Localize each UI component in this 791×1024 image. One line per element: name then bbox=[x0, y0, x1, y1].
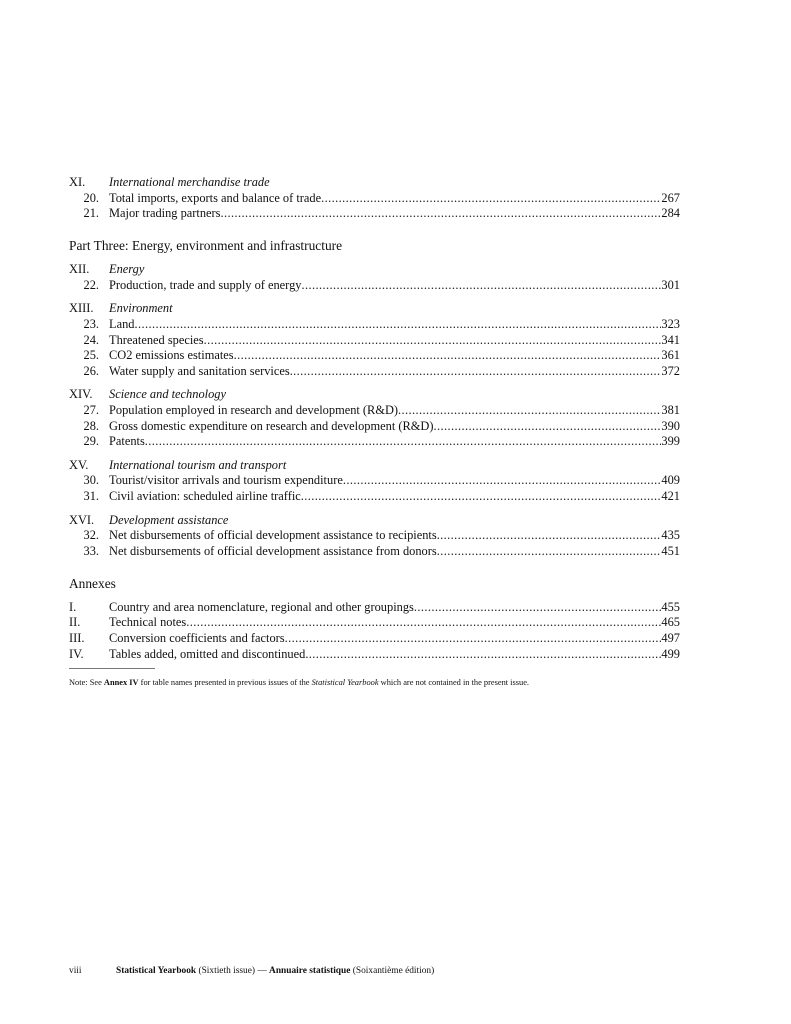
entry-number: 22. bbox=[83, 277, 99, 292]
entry-page: 284 bbox=[661, 206, 680, 221]
section-environment bbox=[69, 301, 680, 379]
dot-leader bbox=[186, 615, 661, 631]
entry-number: 30. bbox=[83, 473, 99, 488]
toc-entry[interactable] bbox=[69, 434, 680, 450]
dot-leader bbox=[321, 191, 661, 207]
entry-label: Patents bbox=[109, 434, 145, 449]
dot-leader bbox=[204, 333, 662, 349]
entry-number: 28. bbox=[83, 418, 99, 433]
entry-number: 24. bbox=[83, 332, 99, 347]
entry-label: Net disbursements of official development assistance to recipients bbox=[109, 528, 437, 543]
footnote bbox=[69, 678, 680, 687]
page-footer bbox=[69, 966, 434, 976]
toc-entry[interactable] bbox=[69, 191, 680, 207]
entry-page: 390 bbox=[661, 418, 680, 433]
section-international-tourism-and-transport bbox=[69, 458, 680, 505]
annex-entry[interactable] bbox=[69, 631, 680, 647]
section-science-and-technology bbox=[69, 387, 680, 449]
entry-label: Tourist/visitor arrivals and tourism expenditure bbox=[109, 473, 343, 488]
toc-entry[interactable] bbox=[69, 403, 680, 419]
footnote-rule bbox=[69, 668, 155, 669]
entry-label: Production, trade and supply of energy bbox=[109, 277, 302, 292]
table-of-contents bbox=[69, 175, 680, 687]
dot-leader bbox=[305, 647, 661, 663]
entry-number: 32. bbox=[83, 528, 99, 543]
dot-leader bbox=[437, 544, 662, 560]
section-number: XI. bbox=[69, 175, 86, 189]
dot-leader bbox=[220, 206, 661, 222]
entry-label: Land bbox=[109, 317, 135, 332]
section-number: XIV. bbox=[69, 387, 93, 402]
toc-entry[interactable] bbox=[69, 489, 680, 505]
section-title: International tourism and transport bbox=[109, 457, 287, 472]
annex-number: II. bbox=[69, 615, 81, 630]
footer-page-number: viii bbox=[69, 966, 82, 976]
section-heading bbox=[69, 175, 680, 191]
entry-label: Gross domestic expenditure on research and development (R&D) bbox=[109, 418, 434, 433]
footer-issue-fr: (Soixantième édition) bbox=[350, 966, 435, 976]
entry-page: 421 bbox=[661, 489, 680, 503]
entry-number: 31. bbox=[83, 489, 99, 503]
entry-page: 361 bbox=[661, 348, 680, 363]
annex-label: Conversion coefficients and factors bbox=[109, 631, 285, 646]
entry-page: 341 bbox=[661, 332, 680, 347]
entry-label: Civil aviation: scheduled airline traffic bbox=[109, 489, 301, 503]
entry-page: 435 bbox=[661, 528, 680, 543]
section-international-merchandise-trade bbox=[69, 175, 680, 222]
note-publication: Statistical Yearbook bbox=[311, 678, 379, 688]
entry-page: 409 bbox=[661, 473, 680, 488]
toc-entry[interactable] bbox=[69, 544, 680, 560]
entry-label: Population employed in research and development (R&D) bbox=[109, 403, 399, 418]
note-middle: for table names presented in previous issues of the bbox=[138, 678, 312, 688]
dot-leader bbox=[343, 473, 662, 489]
entry-label: Water supply and sanitation services bbox=[109, 363, 290, 378]
annex-number: III. bbox=[69, 631, 85, 646]
note-prefix: Note: See bbox=[69, 678, 104, 688]
dot-leader bbox=[134, 317, 661, 333]
entry-page: 451 bbox=[661, 543, 680, 558]
entry-page: 381 bbox=[661, 403, 680, 418]
entry-number: 20. bbox=[83, 190, 99, 205]
note-annex-ref: Annex IV bbox=[103, 678, 139, 688]
section-title: Development assistance bbox=[109, 512, 229, 527]
entry-label: CO2 emissions estimates bbox=[109, 348, 234, 363]
toc-entry[interactable] bbox=[69, 333, 680, 349]
entry-number: 23. bbox=[83, 317, 99, 332]
section-title: Science and technology bbox=[109, 387, 226, 402]
toc-entry[interactable] bbox=[69, 317, 680, 333]
footer-title-en: Statistical Yearbook bbox=[116, 966, 197, 976]
section-title: International merchandise trade bbox=[109, 175, 270, 189]
annex-entry[interactable] bbox=[69, 600, 680, 616]
toc-entry[interactable] bbox=[69, 278, 680, 294]
annex-label: Technical notes bbox=[109, 615, 187, 630]
section-development-assistance bbox=[69, 513, 680, 560]
dot-leader bbox=[301, 278, 661, 294]
annex-label: Country and area nomenclature, regional and other groupings bbox=[109, 599, 414, 614]
annex-label: Tables added, omitted and discontinued bbox=[109, 646, 306, 661]
dot-leader bbox=[414, 600, 662, 616]
toc-entry[interactable] bbox=[69, 473, 680, 489]
annex-page: 499 bbox=[661, 646, 680, 661]
section-number: XIII. bbox=[69, 301, 94, 316]
entry-number: 29. bbox=[83, 434, 99, 449]
footer-title-fr: Annuaire statistique bbox=[269, 966, 351, 976]
entry-page: 372 bbox=[661, 363, 680, 378]
note-suffix: which are not contained in the present issue. bbox=[378, 678, 530, 688]
dot-leader bbox=[433, 419, 661, 435]
toc-entry[interactable] bbox=[69, 206, 680, 222]
entry-number: 25. bbox=[83, 348, 99, 363]
entry-number: 33. bbox=[83, 543, 99, 558]
entry-page: 267 bbox=[661, 190, 680, 205]
annexes-heading: Annexes bbox=[69, 575, 116, 591]
entry-page: 399 bbox=[661, 434, 680, 449]
dot-leader bbox=[145, 434, 662, 450]
entry-page: 301 bbox=[661, 277, 680, 292]
annex-page: 497 bbox=[661, 631, 680, 646]
entry-page: 323 bbox=[661, 317, 680, 332]
section-number: XVI. bbox=[69, 512, 95, 527]
entry-label: Major trading partners bbox=[109, 206, 221, 221]
annexes-list bbox=[69, 600, 680, 662]
entry-label: Total imports, exports and balance of trade bbox=[109, 190, 322, 205]
entry-number: 27. bbox=[83, 403, 99, 418]
toc-entry[interactable] bbox=[69, 364, 680, 380]
toc-entry[interactable] bbox=[69, 348, 680, 364]
toc-entry[interactable] bbox=[69, 528, 680, 544]
section-heading bbox=[69, 301, 680, 317]
dot-leader bbox=[290, 364, 662, 380]
dot-leader bbox=[301, 489, 662, 505]
dot-leader bbox=[234, 348, 662, 364]
section-energy bbox=[69, 262, 680, 293]
entry-label: Net disbursements of official development assistance from donors bbox=[109, 543, 437, 558]
annex-entry[interactable] bbox=[69, 615, 680, 631]
section-title: Environment bbox=[109, 301, 173, 316]
section-heading bbox=[69, 458, 680, 474]
dot-leader bbox=[437, 528, 662, 544]
section-heading bbox=[69, 262, 680, 278]
dot-leader bbox=[398, 403, 661, 419]
entry-number: 21. bbox=[83, 206, 99, 221]
part-heading: Part Three: Energy, environment and infrastructure bbox=[69, 238, 343, 254]
footer-issue-en: (Sixtieth issue) — bbox=[196, 966, 270, 976]
dot-leader bbox=[285, 631, 662, 647]
section-heading bbox=[69, 513, 680, 529]
annex-page: 455 bbox=[661, 599, 680, 614]
entry-label: Threatened species bbox=[109, 332, 204, 347]
entry-number: 26. bbox=[83, 363, 99, 378]
section-heading bbox=[69, 387, 680, 403]
section-number: XV. bbox=[69, 457, 89, 472]
annex-entry[interactable] bbox=[69, 647, 680, 663]
annex-page: 465 bbox=[661, 615, 680, 630]
section-number: XII. bbox=[69, 262, 90, 277]
annex-number: I. bbox=[69, 599, 77, 614]
annex-number: IV. bbox=[69, 646, 84, 661]
section-title: Energy bbox=[109, 262, 145, 277]
toc-entry[interactable] bbox=[69, 419, 680, 435]
